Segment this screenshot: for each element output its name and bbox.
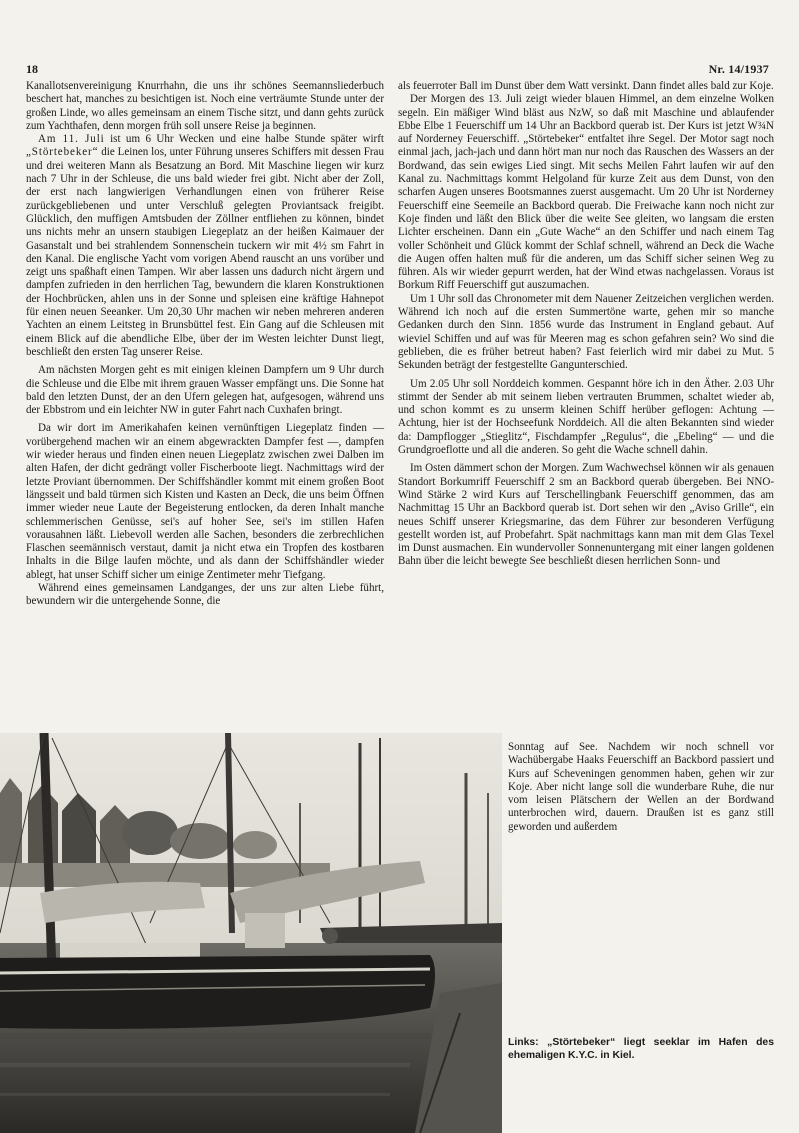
date-emphasis: Am 11. Juli (38, 133, 105, 146)
caption-lead: Links: (508, 1037, 548, 1048)
paragraph: Um 1 Uhr soll das Chronometer mit dem Nauener Zeitzeichen verglichen werden. Während ich noch auf die ersten Summertöne warte, gehen mir so manche Gedanken durch den Sinn. 1856 wurde das Instrument in England gebaut. Auf wieviel Schiffen und auf was für Meeren mag es schon gefahren sein? Wo sind die geblieben, die es früher betreut haben? Fast feierlich wird mir dabei zu Mut. 5 Sekunden beträgt der festgestellte Gangunterschied. (398, 292, 774, 372)
caption-text: liegt seeklar im Hafen des ehemaligen K.Y.C. in Kiel. (508, 1037, 774, 1061)
paragraph: Da wir dort im Amerikahafen keinen vernünftigen Liegeplatz finden — vorübergehend machen wir an einem abgewrackten Dampfer fest —, dampfen wir wieder heraus und finden einen neuen Liegeplatz zwischen zwei Dalben im alten Hafen, der dicht gedrängt voller Fischerboote liegt. Nachmittags wird der letzte Proviant übernommen. Der Schiffshändler kommt mit einem großen Boot längsseit und bald türmen sich Kisten und Kasten an Deck, die uns beim Öffnen immer wieder neue Laute der Begeisterung entlocken, da deren Inhalt manche schlemmerischen Genüsse, sei's auf hoher See, sei's im stillen Hafen vorausahnen läßt. Liebevoll werden alle Sachen, besonders die zerbrechlichen Flaschen seemännisch verstaut, damit ja nicht etwa ein Tropfen des kostbaren Inhalts in die Bilge laufen möchte, und als dann der Schiffshändler wieder ablegt, hat unser Schiff sicher um einige Zentimeter mehr Tiefgang. (26, 422, 384, 581)
paragraph: Um 2.05 Uhr soll Norddeich kommen. Gespannt höre ich in den Äther. 2.03 Uhr stimmt der Sender ab mit seinem lieben vertrauten Brummen, schaltet wieder ab, und schon kommt es zu unserm kleinen Schiff herüber geflogen: Achtung — Achtung, hier ist der Hochseefunk Norddeich. All die alten Bekannten sind wieder da: Dampflogger „Stieglitz“, Fischdampfer „Regulus“, die „Ebeling“ — und die Grundgroeflotte und all die anderen. So geht die Wache schnell dahin. (398, 377, 774, 457)
page-number: 18 (26, 62, 38, 76)
paragraph: Am 11. Juli ist um 6 Uhr Wecken und eine halbe Stunde später wirft „Störtebeker“ die Leinen los, unter Führung unseres Schiffers mit dessen Frau und drei weiteren Mann als Besatzung an Bord. Mit Maschine liegen wir kurz nach 7 Uhr in der Schleuse, die uns bald wieder frei gibt. Nicht aber der Zoll, der erst nach langwierigen Verhandlungen einen von früherer Reise zurückgebliebenen und unter Verschluß gelegten Proviantsack freigibt. Glücklich, den muffigen Amtsbuden der Zöllner entfliehen zu können, bindet uns nichts mehr an unsern staubigen Liegeplatz an der heißen Kaimauer der Gasanstalt und bei strahlendem Sonnenschein tuckern wir mit 4½ sm Fahrt in den Kanal. Die englische Yacht vom vorigen Abend rauscht an uns vorüber und zeigt uns spaßhaft einen Tampen. Wir aber lassen uns dadurch nicht ärgern und dampfen zufrieden in den herrlichen Tag, bewundern die klaren Konstruktionen der Hochbrücken, ahlen uns in der Sonne und spleisen eine kräftige Hahnepot für einen neuen Seeanker. Um 20,30 Uhr machen wir neben mehreren anderen Yachten an einem Leitsteg in Brunsbüttel fest. Ein Gang auf die Schleusen mit einem Blick auf die abendliche Elbe, über der im Westen leichter Dunst liegt, beschließt den ersten Tag unserer Reise. (26, 133, 384, 358)
caption-ship-name: „Störtebeker“ (547, 1037, 616, 1048)
paragraph: Am nächsten Morgen geht es mit einigen kleinen Dampfern um 9 Uhr durch die Schleuse und die Elbe mit ihrem grauen Wasser empfängt uns. Die Sonne hat bald den letzten Dunst, der an den Ufern gelegen hat, aufgesogen, während uns der Ebbstrom und ein leichter NW in guter Fahrt nach Cuxhafen bringt. (26, 364, 384, 417)
right-column-wrap (508, 741, 774, 834)
harbor-photo (0, 733, 502, 1133)
paragraph: Kanallotsenvereinigung Knurrhahn, die uns ihr schönes Seemannsliederbuch beschert hat, manches zu besichtigen ist. Noch eine verträumte Stunde unter der großen Linde, wo alles gemeinsam an einem Tische sitzt, und dann gehts zurück zum Yachthafen, denn morgen früh soll unsere Reise ja beginnen. (26, 80, 384, 132)
ship-name: „Störtebeker“ (26, 146, 99, 159)
paragraph: Der Morgen des 13. Juli zeigt wieder blauen Himmel, an dem einzelne Wolken segeln. Ein mäßiger Wind bläst aus NzW, so daß mit Maschine und ablaufender Ebbe Elbe 1 Feuerschiff um 14 Uhr an Backbord querab ist. Der Kurs ist jetzt W¾N auf Norderney Feuerschiff. „Störtebeker“ entfaltet ihre Segel. Der Motor sagt noch einmal jach, jach-jach und dann hört man nur noch das Rauschen des Wassers an der Bordwand, das sein ewiges Lied singt. Mit sechs Meilen Fahrt laufen wir auf den Kanal zu. Nachmittags kommt Helgoland für kurze Zeit aus dem Dunst, von den scharfen Augen unseres Bootsmannes zuerst ausgemacht. Um 20 Uhr ist Norderney Feuerschiff eine Seemeile an Backbord querab. Die Freiwache kann noch nicht zur Koje finden und läßt den Blick über die weite See gleiten, wo langsam die ersten Lichter erscheinen. Dann ein „Gute Wache“ an den Schiffer und nach einem Tag voller Schönheit und Glück kommt der Schlaf schnell, während an Deck die Wache die Augen offen halten muß für die anderen, um das Schiff sicher seinen Weg zu führen. Als wir wieder gepurrt werden, hat der Wind etwas nachgelassen. Voraus ist Borkum Riff Feuerschiff gut auszumachen. (398, 93, 774, 292)
left-column (26, 80, 384, 609)
sailboat-photo-icon (0, 733, 502, 1133)
paragraph: als feuerroter Ball im Dunst über dem Watt versinkt. Dann findet alles bald zur Koje. (398, 80, 774, 92)
issue-number: Nr. 14/1937 (708, 62, 769, 76)
paragraph: Im Osten dämmert schon der Morgen. Zum Wachwechsel können wir als genauen Standort Borkumriff Feuerschiff 2 sm an Backbord querab übergeben. Bei NNO-Wind Stärke 2 wird Kurs auf Terschellingbank Feuerschiff genommen, das am Nachmittag 15 Uhr an Backbord querab ist. Dort sehen wir den „Aviso Grille“, ein neues Schiff unserer Kriegsmarine, das dem Führer zur besonderen Verfügung gestellt worden ist, auf Probefahrt. Spät nachmittags kann man mit dem Glas Texel im Dunst ausmachen. Ein wundervoller Sonnenuntergang mit einer langen goldenen Bahn über die leicht bewegte See beschließt diesen herrlichen Sonn- und (398, 462, 774, 568)
paragraph-continued: Sonntag auf See. Nachdem wir noch schnell vor Wachübergabe Haaks Feuerschiff an Backbord passiert und Kurs auf Scheveningen genommen haben, gehen wir zur Koje. Aber nicht lange soll die wunderbare Ruhe, die nur vom leisen Plätschern der Wellen an der Bordwand unterbrochen wird, dauern. Draußen ist es ganz still geworden und außerdem (508, 741, 774, 833)
photo-caption (508, 1037, 774, 1062)
right-column (398, 80, 774, 569)
paragraph: Während eines gemeinsamen Landganges, der uns zur alten Liebe führt, bewundern wir die untergehende Sonne, die (26, 581, 384, 608)
